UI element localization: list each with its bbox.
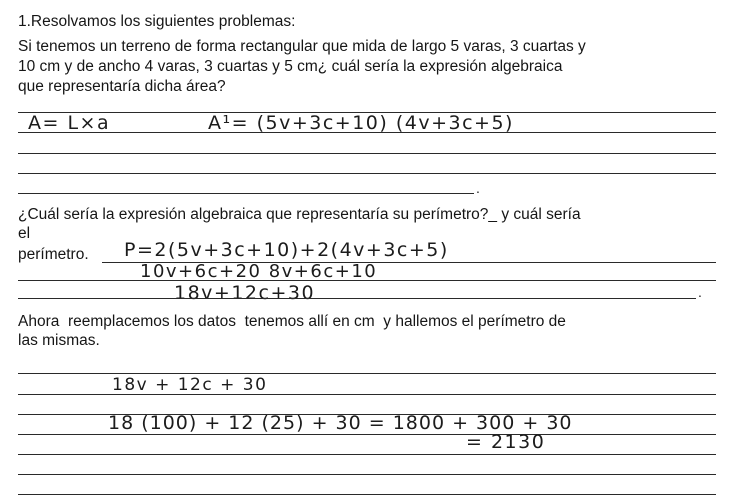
answer-line — [18, 153, 716, 154]
substitution-expression-handwritten: 18v + 12c + 30 — [112, 375, 268, 395]
problem-statement-line-3: que representaría dicha área? — [18, 78, 226, 95]
replace-instruction-line-2: las mismas. — [18, 332, 100, 349]
perimeter-question-line-2: el — [18, 225, 31, 242]
answer-line — [18, 494, 716, 495]
answer-line — [18, 132, 716, 133]
perimeter-sum-handwritten: 18v+12c+30 — [174, 282, 316, 304]
answer-line — [18, 434, 716, 435]
answer-line — [18, 298, 696, 299]
answer-line — [18, 454, 716, 455]
problem-statement-line-2: 10 cm y de ancho 4 varas, 3 cuartas y 5 cm¿ cuál sería la expresión algebraica — [18, 58, 563, 75]
replace-instruction-line-1: Ahora reemplacemos los datos tenemos allí en cm y hallemos el perímetro de — [18, 313, 566, 330]
substitution-result-handwritten: = 2130 — [466, 431, 546, 453]
problem-statement-line-1: Si tenemos un terreno de forma rectangular que mida de largo 5 varas, 3 cuartas y — [18, 38, 586, 55]
answer-line — [18, 474, 716, 475]
answer-line — [18, 173, 716, 174]
perimeter-label: perímetro. — [18, 246, 89, 263]
answer-line — [18, 394, 716, 395]
line-end-dot: . — [476, 180, 480, 196]
area-formula-handwritten: A= L×a — [28, 112, 111, 134]
answer-line — [18, 280, 716, 281]
line-end-dot: . — [698, 284, 702, 300]
perimeter-expansion-handwritten: 10v+6c+20 8v+6c+10 — [140, 261, 378, 282]
substitution-calculation-handwritten: 18 (100) + 12 (25) + 30 = 1800 + 300 + 30 — [108, 412, 573, 434]
perimeter-expression-handwritten: P=2(5v+3c+10)+2(4v+3c+5) — [124, 239, 449, 261]
answer-line — [18, 193, 474, 194]
area-expression-handwritten: A¹= (5v+3c+10) (4v+3c+5) — [208, 112, 514, 134]
problem-heading: 1.Resolvamos los siguientes problemas: — [18, 13, 296, 30]
perimeter-question-line-1: ¿Cuál sería la expresión algebraica que representaría su perímetro?_ y cuál sería — [18, 206, 581, 223]
answer-line — [18, 373, 716, 374]
